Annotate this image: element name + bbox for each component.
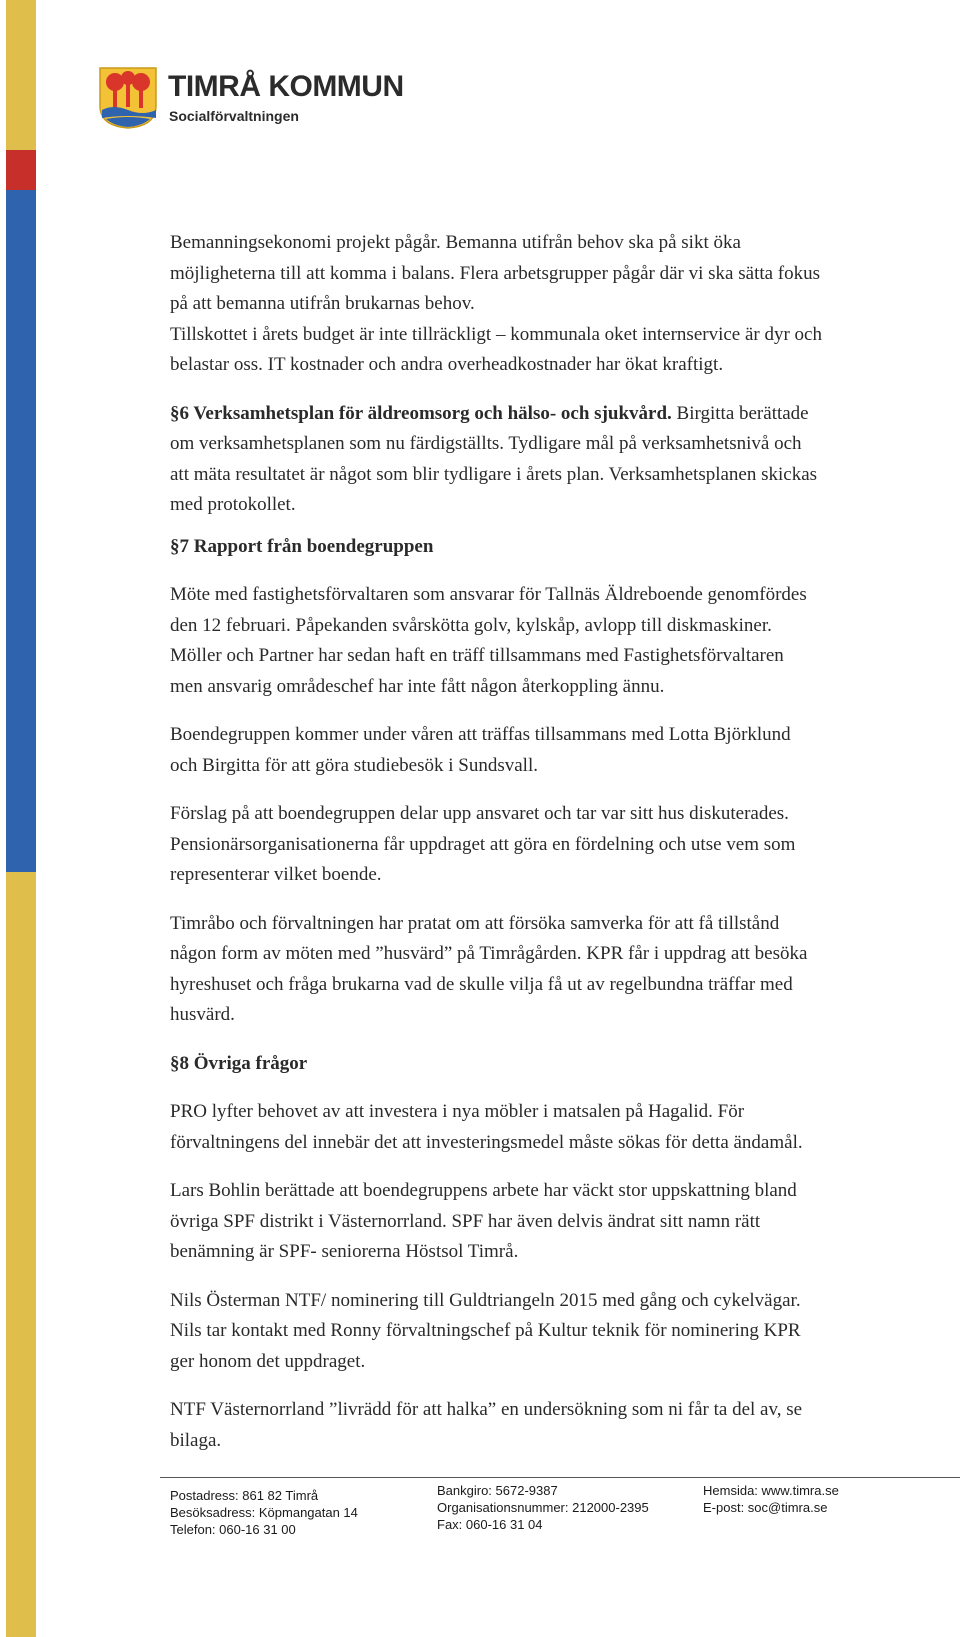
section-8-paragraph-2: Lars Bohlin berättade att boendegruppens arbete har väckt stor uppskattning bland övriga SPF distrikt i Västernorrland. SPF har även delvis ändrat sitt namn rätt benämning är SPF- seniorerna Höstsol Timrå.: [170, 1180, 797, 1262]
section-6-text: om verksamhetsplanen som nu färdigställts. Tydligare mål på verksamhetsnivå och att mäta resultatet är något som blir tydligare i årets plan. Verksamhetsplanen skickas med protokollet.: [170, 433, 818, 515]
department-name: Socialförvaltningen: [169, 108, 299, 124]
section-8-heading: §8 Övriga frågor: [170, 1052, 308, 1074]
side-stripe-yellow-bottom: [6, 872, 36, 1637]
footer-bankgiro: Bankgiro: 5672-9387: [437, 1483, 558, 1498]
footer-org-number: Organisationsnummer: 212000-2395: [437, 1500, 649, 1515]
side-stripe-blue: [6, 190, 36, 872]
footer-contact-column: [703, 1482, 839, 1516]
section-6: [170, 399, 940, 521]
section-7-paragraph-3: Förslag på att boendegruppen delar upp ansvaret och tar var sitt hus diskuterades. Pensionärsorganisationerna får uppdraget att göra en fördelning och utse vem som representerar vilket boende.: [170, 803, 796, 885]
footer-phone: Telefon: 060-16 31 00: [170, 1522, 296, 1537]
municipality-logo: [98, 66, 404, 138]
section-8-paragraph-4: NTF Västernorrland ”livrädd för att halka” en undersökning som ni får ta del av, se bilaga.: [170, 1399, 803, 1451]
footer-finance-column: [437, 1482, 649, 1533]
footer-website-link[interactable]: Hemsida: www.timra.se: [703, 1483, 839, 1498]
intro-paragraph: Bemanningsekonomi projekt pågår. Bemanna utifrån behov ska på sikt öka möjligheterna till att komma i balans. Flera arbetsgrupper pågår där vi ska sätta fokus på att bemanna utifrån brukarnas behov. Tillskottet i årets budget är inte tillräckligt – kommunala oket internservice är dyr och belastar oss. IT kostnader och andra overheadkostnader har ökat kraftigt.: [170, 232, 822, 375]
footer-visiting-address: Besöksadress: Köpmangatan 14: [170, 1505, 358, 1520]
coat-of-arms-icon: [98, 66, 158, 130]
footer-postal-address: Postadress: 861 82 Timrå: [170, 1488, 319, 1503]
section-7-paragraph-2: Boendegruppen kommer under våren att träffas tillsammans med Lotta Björklund och Birgitta för att göra studiebesök i Sundsvall.: [170, 724, 791, 776]
org-name: TIMRÅ KOMMUN: [168, 70, 404, 103]
section-6-heading: §6 Verksamhetsplan för äldreomsorg och hälso- och sjukvård.: [170, 402, 672, 424]
footer-email-link[interactable]: E-post: soc@timra.se: [703, 1500, 828, 1515]
section-8-paragraph-3: Nils Österman NTF/ nominering till Guldtriangeln 2015 med gång och cykelvägar. Nils tar kontakt med Ronny förvaltningschef på Kultur teknik för nominering KPR ger honom det uppdraget.: [170, 1289, 801, 1372]
side-stripe-yellow-top: [6, 0, 36, 150]
document-body: [170, 228, 940, 1456]
footer-divider: [160, 1477, 960, 1478]
footer-address-column: [170, 1487, 358, 1538]
section-7-paragraph-1: Möte med fastighetsförvaltaren som ansvarar för Tallnäs Äldreboende genomfördes den 12 februari. Påpekanden svårskötta golv, kylskåp, avlopp till diskmaskiner. Möller och Partner har sedan haft en träff tillsammans med Fastighetsförvaltaren men ansvarig områdeschef har inte fått någon återkoppling ännu.: [170, 584, 807, 697]
footer-fax: Fax: 060-16 31 04: [437, 1517, 543, 1532]
section-8-paragraph-1: PRO lyfter behovet av att investera i nya möbler i matsalen på Hagalid. För förvaltningens del innebär det att investeringsmedel måste sökas för detta ändamål.: [170, 1101, 803, 1153]
section-7-heading: §7 Rapport från boendegruppen: [170, 535, 434, 557]
section-6-lead: Birgitta berättade: [671, 402, 809, 424]
section-7-paragraph-4: Timråbo och förvaltningen har pratat om att försöka samverka för att få tillstånd någon form av möten med ”husvärd” på Timrågården. KPR får i uppdrag att besöka hyreshuset och fråga brukarna vad de skulle vilja få ut av regelbundna träffar med husvärd.: [170, 912, 808, 1025]
side-stripe-red: [6, 150, 36, 190]
